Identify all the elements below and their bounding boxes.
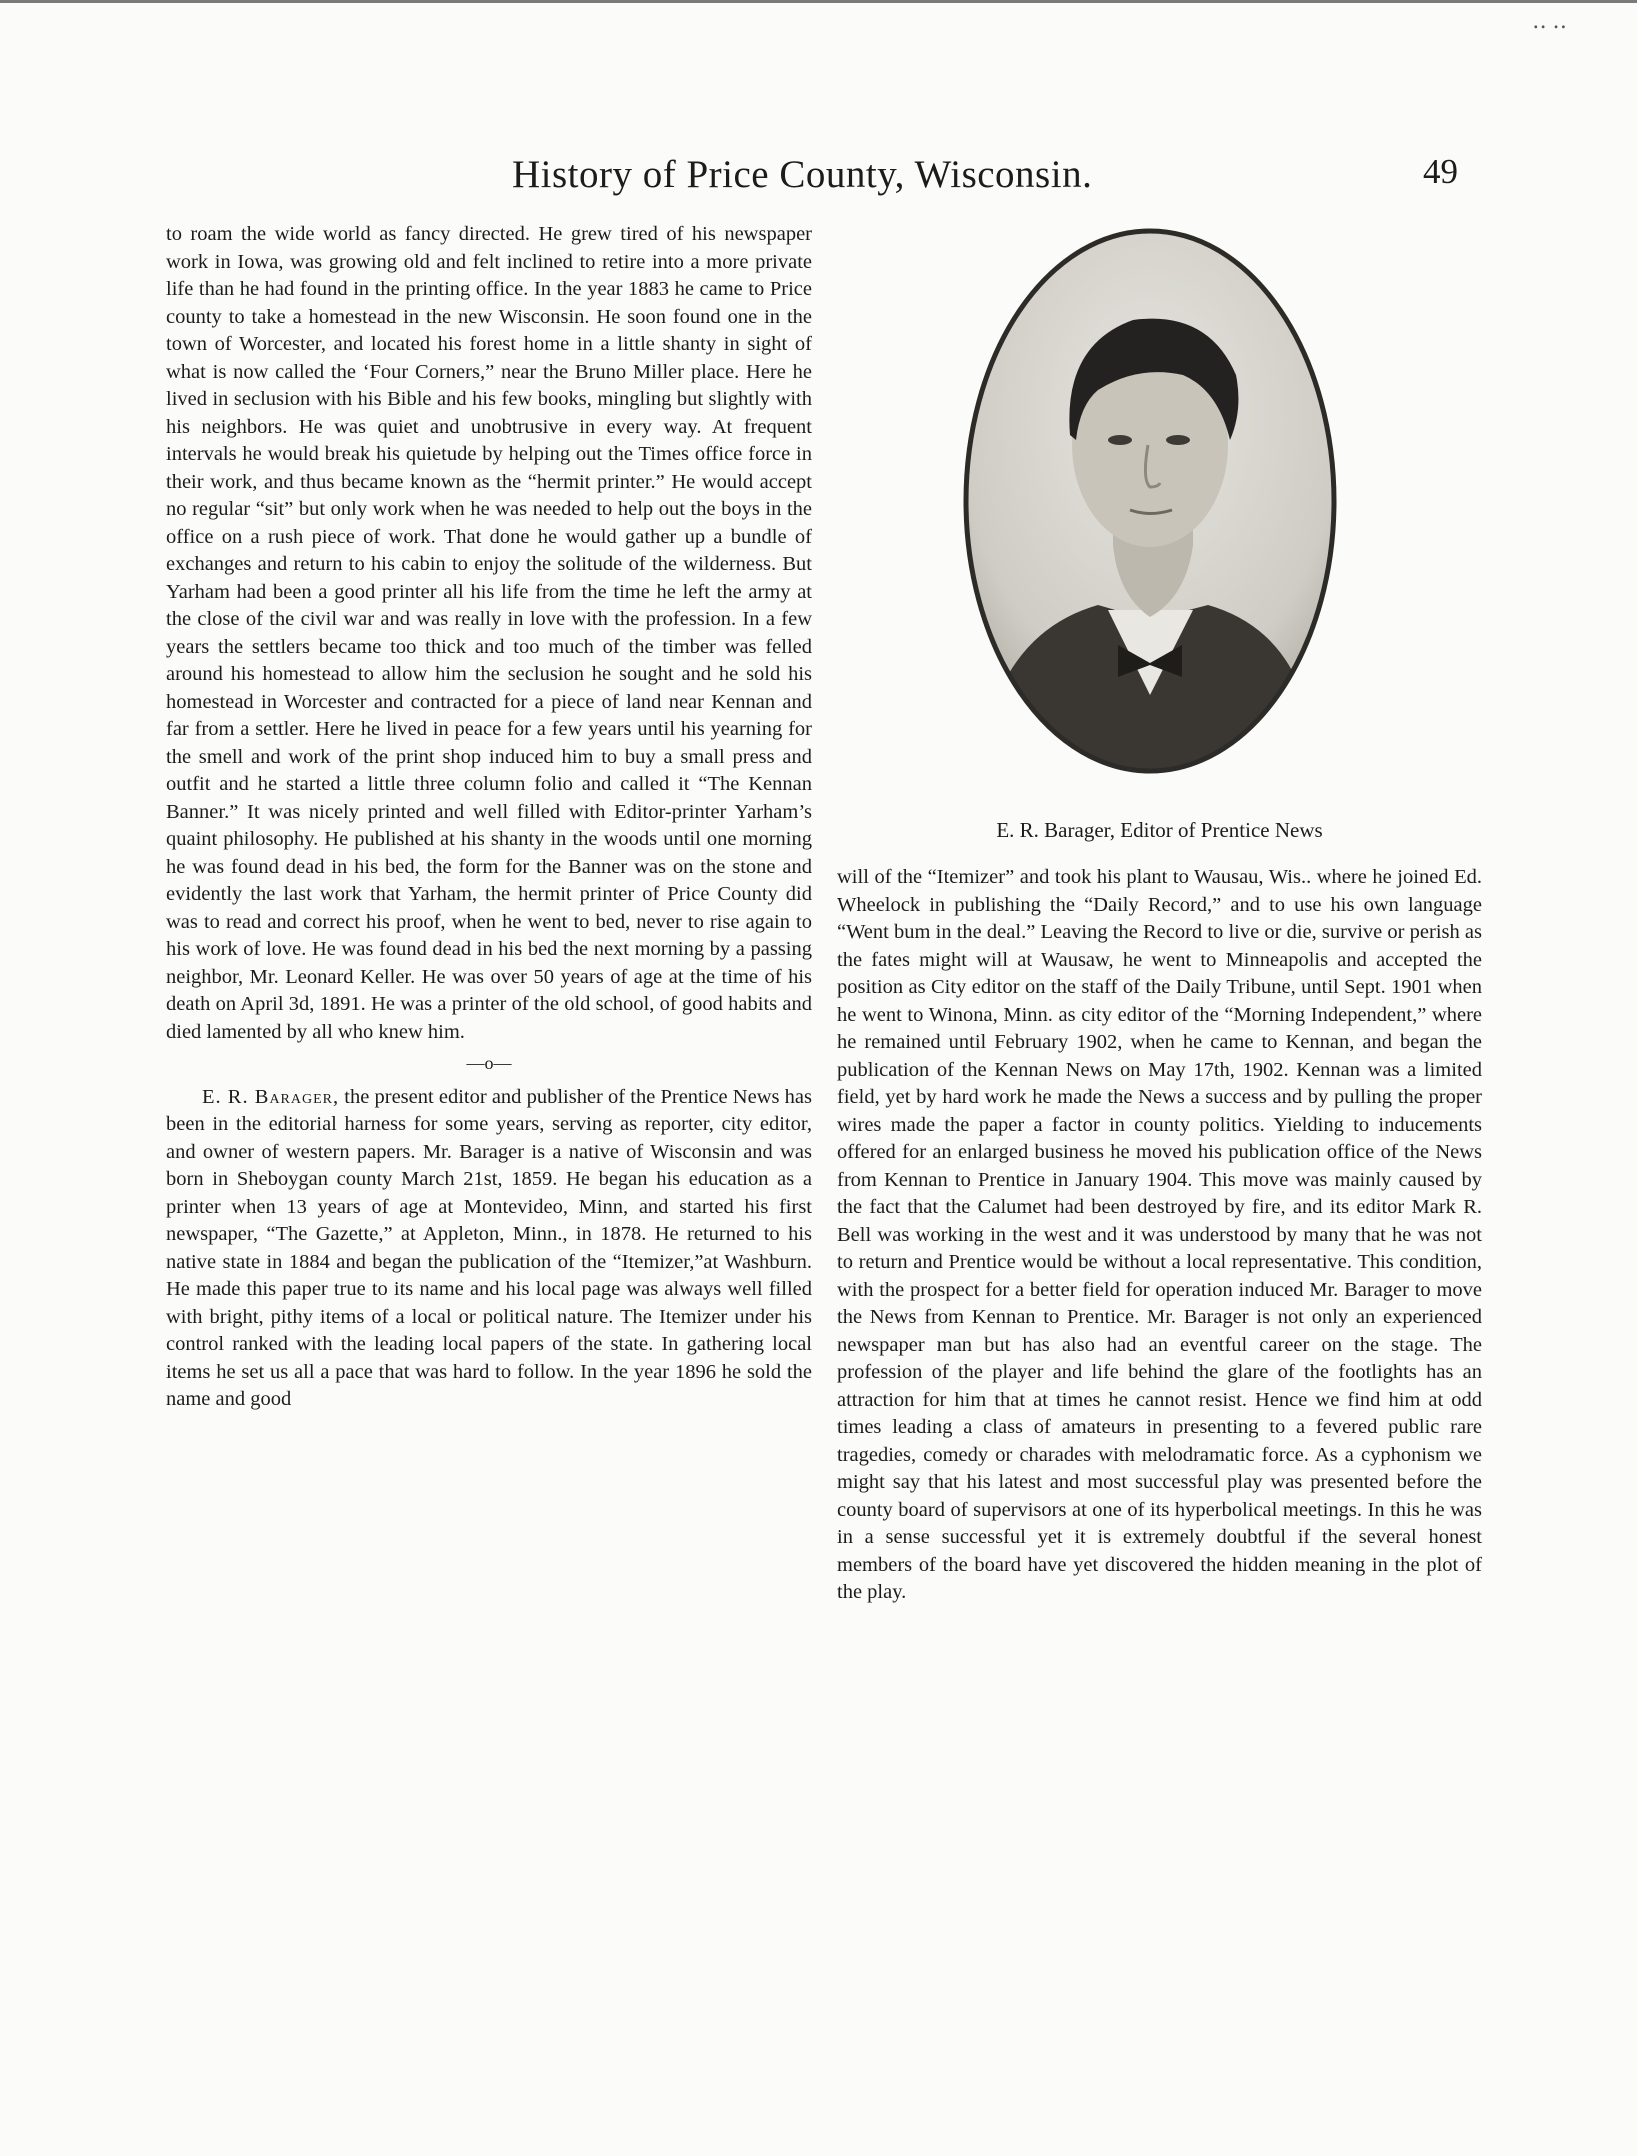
scan-corner-marks: ‥ ‥ [1532, 8, 1567, 33]
barager-name: E. R. Barager, [202, 1085, 340, 1108]
section-separator: —o— [466, 1053, 512, 1073]
right-column [837, 864, 1482, 1607]
page-number: 49 [1423, 152, 1458, 191]
portrait-caption: E. R. Barager, Editor of Prentice News [996, 818, 1323, 842]
barager-paragraph [166, 1084, 812, 1414]
portrait-photo [958, 225, 1342, 777]
hermit-printer-paragraph: to roam the wide world as fancy directed. He grew tired of his newspaper work in Iowa, was growing old and felt inclined to retire into a more private life than he had found in the printing office. In the year 1883 he came to Price county to take a homestead in the new Wisconsin. He soon found one in the town of Worcester, and located his forest home in a little shanty in sight of what is now called the ‘Four Corners,” near the Bruno Miller place. Here he lived in seclusion with his Bible and his few books, mingling but slightly with his neighbors. He was quiet and unobtrusive in every way. At frequent intervals he would break his quietude by helping out the Times office force in their work, and thus became known as the “hermit printer.” He would accept no regular “sit” but only work when he was needed to help out the boys in the office on a rush piece of work. That done he would gather up a bundle of exchanges and return to his cabin to enjoy the solitude of the wilderness. But Yarham had been a good printer all his life from the time he left the army at the close of the civil war and was really in love with the profession. In a few years the settlers became too thick and too much of the timber was felled around his homestead to allow him the seclusion he sought and he sold his homestead in Worcester and contracted for a piece of land near Kennan and far from a settler. Here he lived in peace for a few years until his yearning for the smell and work of the print shop induced him to buy a small press and outfit and he started a little three column folio and called it “The Kennan Banner.” It was nicely printed and well filled with Editor-printer Yarham’s quaint philosophy. He published at his shanty in the woods until one morning he was found dead in his bed, the form for the Banner was on the stone and evidently the last work that Yarham, the hermit printer of Price County did was to read and correct his proof, when he went to bed, never to rise again to his work of love. He was found dead in his bed the next morning by a passing neighbor, Mr. Leonard Keller. He was over 50 years of age at the time of his death on April 3d, 1891. He was a printer of the old school, of good habits and died lamented by all who knew him. [166, 223, 812, 1043]
scan-top-edge [0, 0, 1637, 3]
barager-continued-paragraph: will of the “Itemizer” and took his plant to Wausau, Wis.. where he joined Ed. Wheelock in publishing the “Daily Record,” and to use his own language “Went bum in the deal.” Leaving the Record to live or die, survive or perish as the fates might will at Wausaw, he went to Minneapolis and accepted the position as City editor on the staff of the Daily Tribune, until Sept. 1901 when he went to Winona, Minn. as city editor of the “Morning Independent,” where he remained until February 1902, when he came to Kennan, and began the publication of the Kennan News on May 17th, 1902. Kennan was a limited field, yet by hard work he made the News a success and by pulling the proper wires made the paper a factor in county politics. Yielding to inducements offered for an enlarged business he moved his publication office of the News from Kennan to Prentice in January 1904. This move was mainly caused by the fact that the Calumet had been destroyed by fire, and its editor Mark R. Bell was working in the west and it was understood by many that he was not to return and Prentice would be without a local representative. This condition, with the prospect for a better field for operation induced Mr. Barager to move the News from Kennan to Prentice. Mr. Barager is not only an experienced newspaper man but has also had an eventful career on the stage. The profession of the player and life behind the glare of the footlights has an attraction for him that at times he cannot resist. Hence we find him at odd times leading a class of amateurs in presenting to a fevered public rare tragedies, comedy or charades with melodramatic force. As a cyphonism we might say that his latest and most successful play was presented before the county board of supervisors at one of its hyperbolical meetings. In this he was in a sense successful yet it is extremely doubtful if the several honest members of the board have yet discovered the hidden meaning in the plot of the play. [837, 866, 1482, 1603]
running-title: History of Price County, Wisconsin. [512, 153, 1093, 196]
page-header [150, 152, 1470, 212]
barager-paragraph-text: the present editor and publisher of the Prentice News has been in the editorial harness for some years, serving as reporter, city editor, and owner of western papers. Mr. Barager is a native of Wisconsin and was born in Sheboygan county March 21st, 1859. He began his education as a printer when 13 years of age at Montevideo, Minn, and started his first newspaper, “The Gazette,” at Appleton, Minn., in 1878. He returned to his native state in 1884 and began the publication of the “Itemizer,”at Washburn. He made this paper true to its name and his local page was always well filled with bright, pithy items of a local or political nature. The Itemizer under his control ranked with the leading local papers of the state. In gathering local items he set us all a pace that was hard to follow. In the year 1896 he sold the name and good [166, 1085, 812, 1410]
left-column [166, 221, 812, 1414]
